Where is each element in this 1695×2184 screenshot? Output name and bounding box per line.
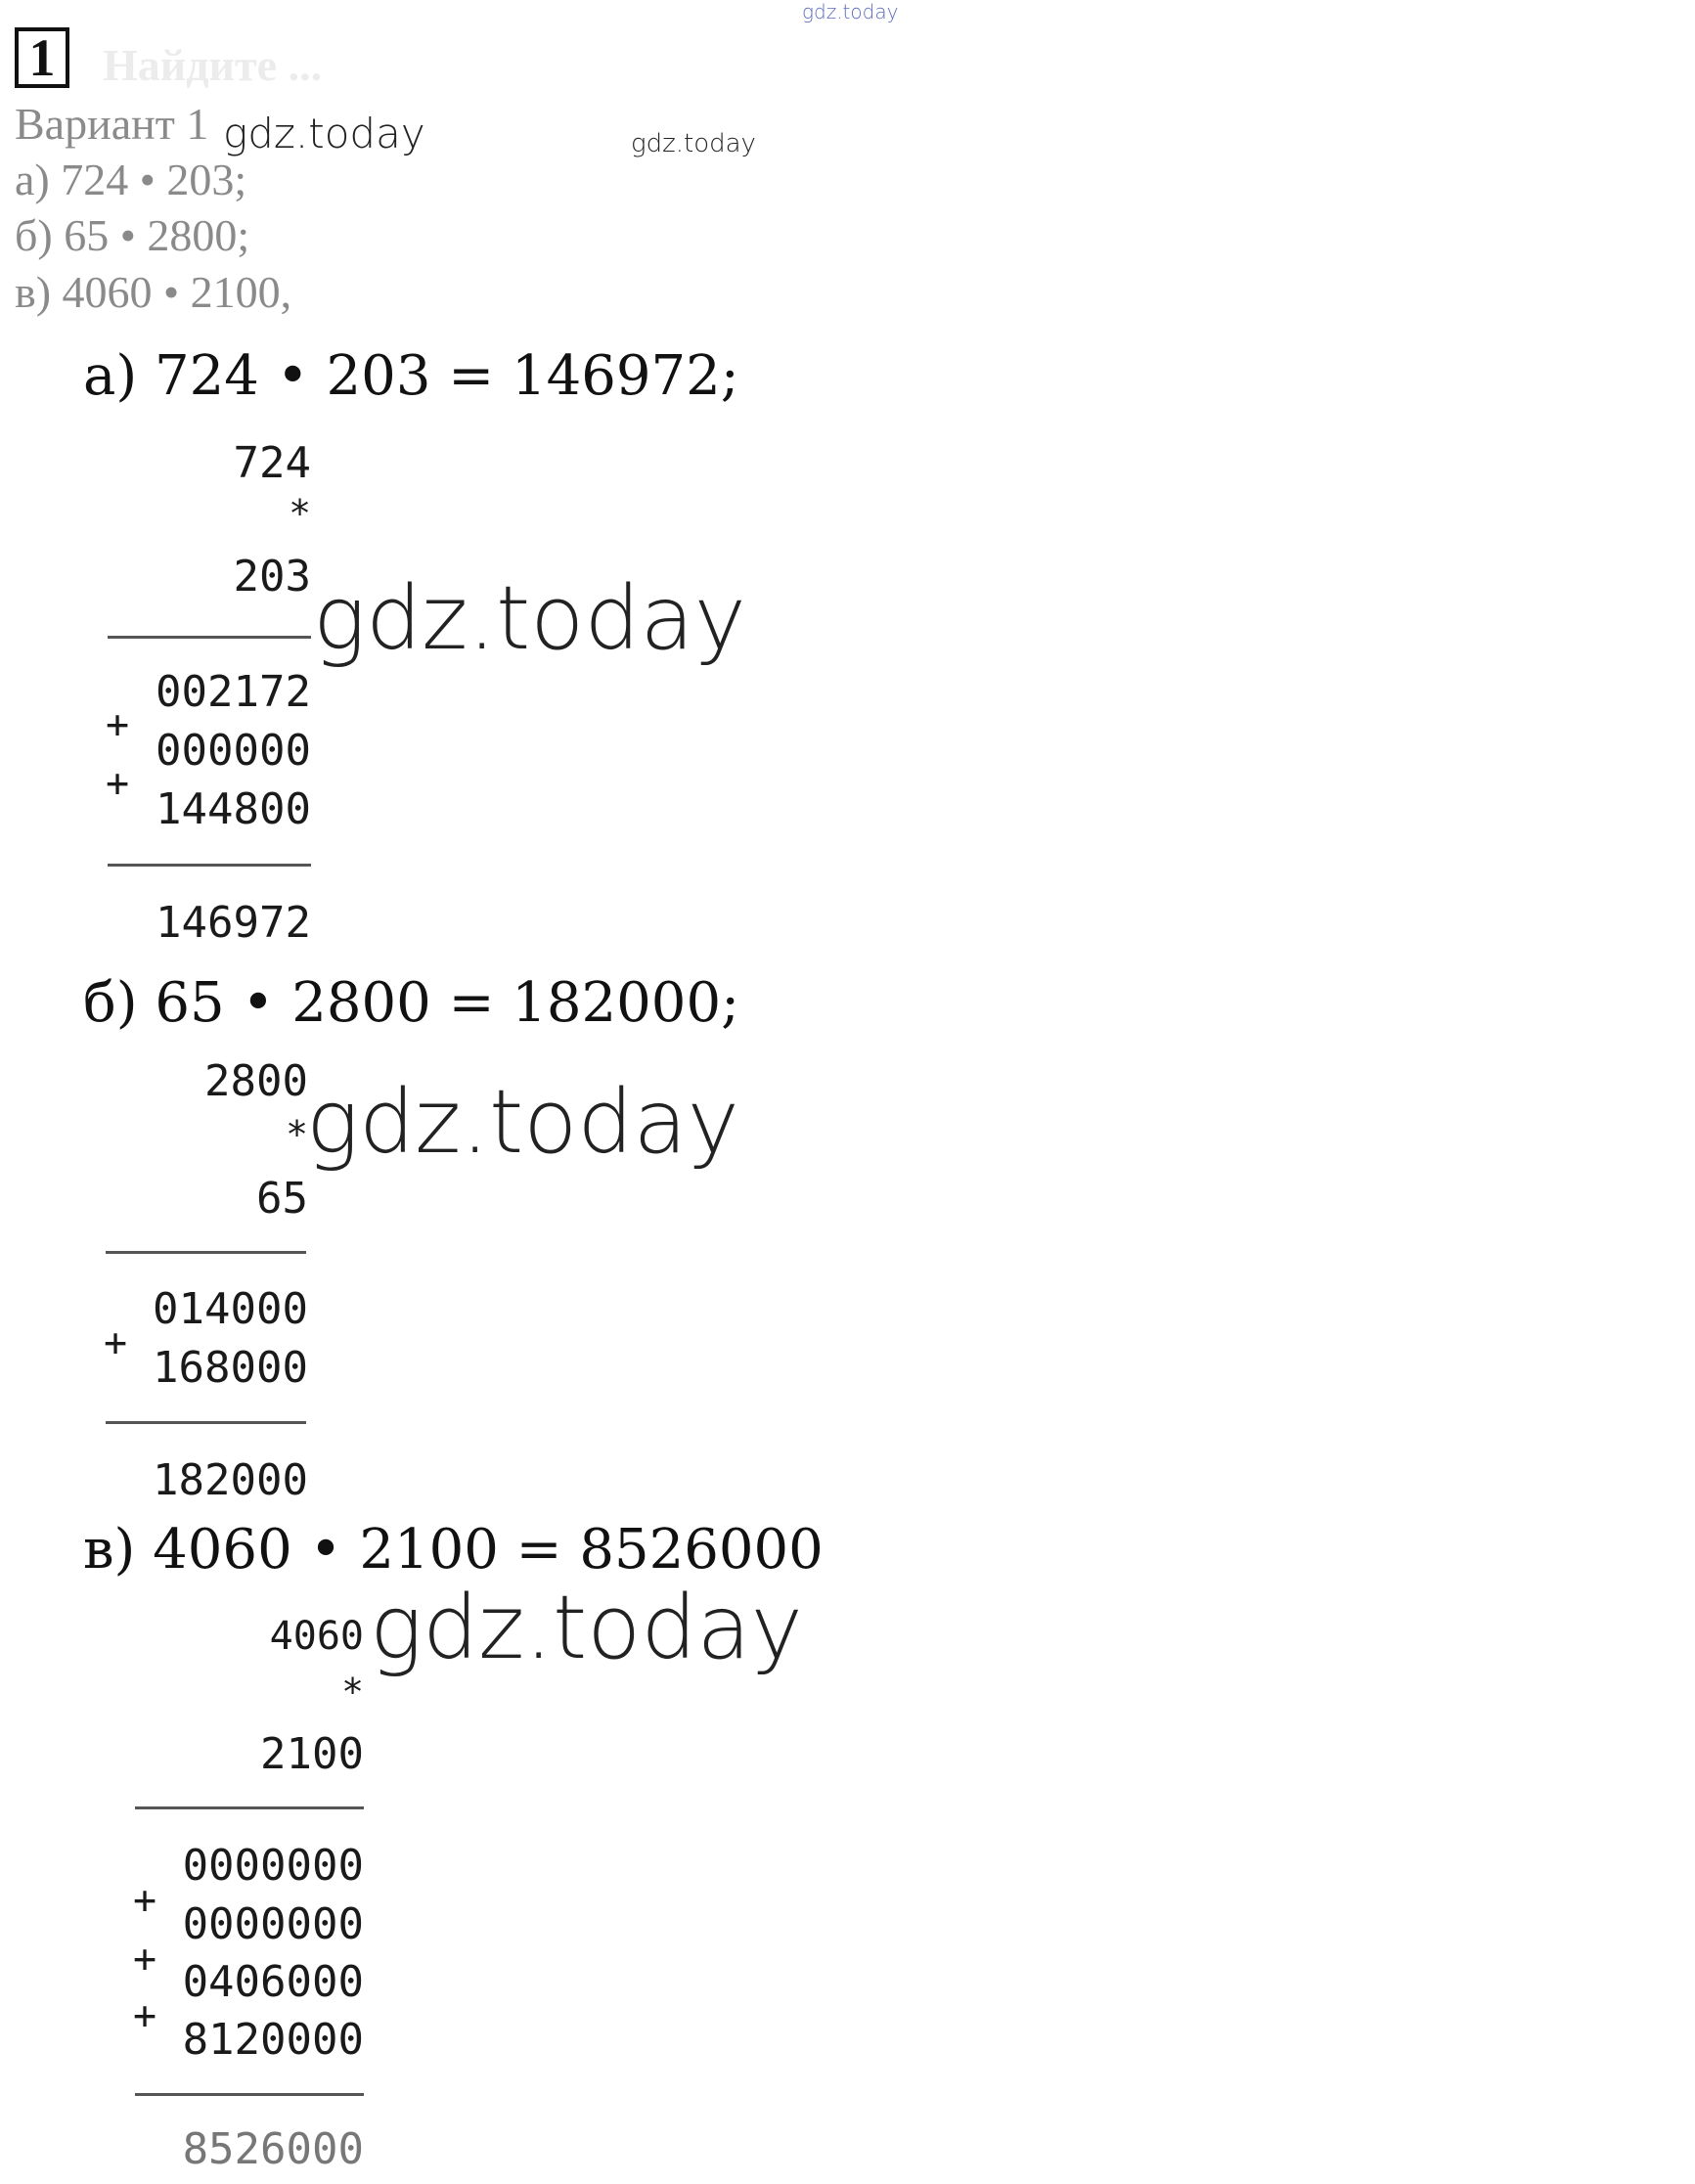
- a-op: *: [289, 492, 311, 535]
- watermark-variant: gdz.today: [223, 110, 425, 157]
- b-factor1: 2800: [204, 1056, 308, 1106]
- a-partial-1: 002172: [156, 667, 311, 717]
- variant-label: Вариант 1: [15, 99, 209, 149]
- a-result: 146972: [156, 898, 311, 948]
- c-partial-4: 8120000: [182, 2015, 364, 2065]
- a-divider-2: [108, 864, 311, 867]
- a-divider-1: [108, 636, 311, 639]
- watermark-top: gdz.today: [802, 0, 899, 23]
- a-factor1: 724: [233, 438, 311, 488]
- c-divider-1: [135, 1806, 364, 1809]
- b-op: *: [286, 1113, 308, 1156]
- task-b: б) 65 • 2800;: [15, 210, 250, 260]
- c-partial-3: 0406000: [182, 1957, 364, 2007]
- b-partial-1: 014000: [153, 1284, 308, 1334]
- b-factor2: 65: [256, 1174, 308, 1224]
- solution-a-heading: а) 724 • 203 = 146972;: [83, 344, 739, 408]
- b-plus-1: +: [104, 1320, 128, 1365]
- c-watermark: gdz.today: [370, 1577, 803, 1679]
- faded-task-title: Найдите ...: [103, 40, 323, 90]
- c-plus-1: +: [133, 1878, 157, 1923]
- b-watermark: gdz.today: [306, 1071, 739, 1174]
- solution-b-heading: б) 65 • 2800 = 182000;: [83, 971, 739, 1035]
- a-watermark: gdz.today: [313, 567, 746, 670]
- task-a: а) 724 • 203;: [15, 155, 247, 204]
- b-result: 182000: [153, 1455, 308, 1505]
- c-op: *: [341, 1671, 364, 1714]
- solution-c-heading: в) 4060 • 2100 = 8526000: [83, 1518, 824, 1582]
- task-c: в) 4060 • 2100,: [15, 267, 292, 317]
- b-divider-2: [106, 1421, 306, 1424]
- c-plus-3: +: [133, 1993, 157, 2038]
- c-plus-2: +: [133, 1937, 157, 1982]
- c-factor1: 4060: [269, 1614, 364, 1659]
- c-partial-2: 0000000: [182, 1899, 364, 1949]
- c-divider-2: [135, 2093, 364, 2096]
- c-partial-1: 0000000: [182, 1841, 364, 1891]
- a-plus-1: +: [106, 702, 130, 747]
- b-partial-2: 168000: [153, 1343, 308, 1393]
- a-plus-2: +: [106, 761, 130, 806]
- a-factor2: 203: [233, 552, 311, 602]
- c-result: 8526000: [182, 2124, 364, 2174]
- watermark-variant-small: gdz.today: [631, 129, 756, 158]
- task-number-box: 1: [15, 27, 69, 88]
- a-partial-2: 000000: [156, 726, 311, 776]
- c-factor2: 2100: [260, 1729, 364, 1779]
- b-divider-1: [106, 1251, 306, 1254]
- a-partial-3: 144800: [156, 784, 311, 834]
